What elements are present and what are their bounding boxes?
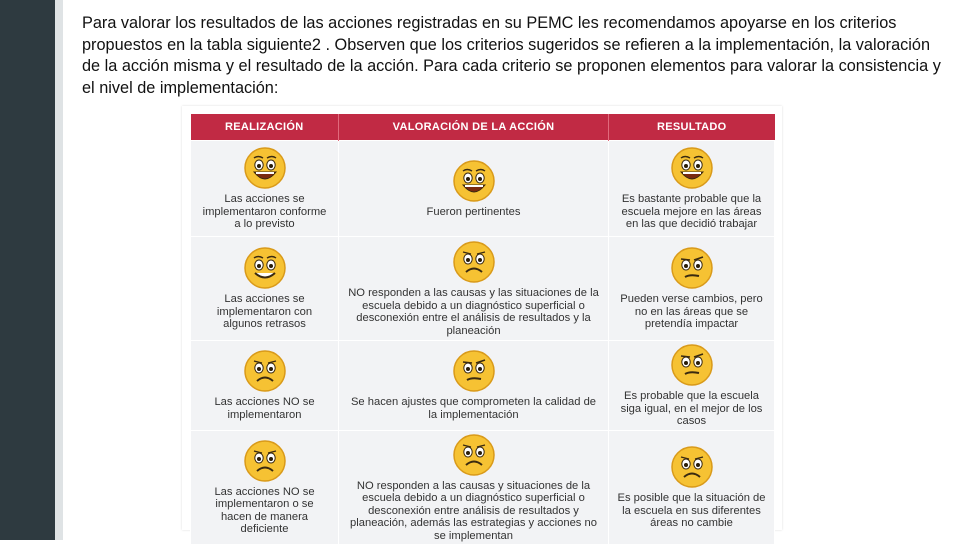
cell-text: Pueden verse cambios, pero no en las áreas que se pretendía impactar xyxy=(620,293,763,331)
cell-valoracion xyxy=(339,141,609,237)
sad-face-icon xyxy=(243,349,287,393)
cell-text: NO responden a las causas y situaciones de la escuela debido a un diagnóstico superficial o desconexión entre análisis de resultados y planeación, además las estrategias y acciones no se implementan xyxy=(350,479,597,542)
header-resultado: RESULTADO xyxy=(609,114,775,141)
cell-valoracion xyxy=(339,237,609,341)
cell-text: Es posible que la situación de la escuela en sus diferentes áreas no cambie xyxy=(617,492,766,529)
sad-face-icon xyxy=(243,439,287,483)
cell-realizacion xyxy=(191,430,339,545)
very-happy-face-icon xyxy=(670,146,714,190)
table-header-row xyxy=(191,114,775,141)
intro-paragraph: Para valorar los resultados de las acciones registradas en su PEMC les recomendamos apoyarse en los criterios propuestos en la tabla siguiente2 . Observen que los criterios sugeridos se refieren a la implementación, la valoración de la acción misma y el resultado de la acción. Para cada criterio se proponen elementos para valorar la consistencia y el nivel de implementación: xyxy=(82,14,941,97)
cell-valoracion xyxy=(339,341,609,431)
slide-sidebar xyxy=(0,0,55,540)
criteria-table-image xyxy=(182,106,782,542)
very-happy-face-icon xyxy=(243,146,287,190)
header-realizacion: REALIZACIÓN xyxy=(191,114,339,141)
cell-text: Se hacen ajustes que comprometen la calidad de la implementación xyxy=(350,396,597,421)
doubtful-face-icon xyxy=(670,246,714,290)
cell-text: Las acciones NO se implementaron xyxy=(214,396,315,421)
header-valoracion: VALORACIÓN DE LA ACCIÓN xyxy=(339,114,609,141)
criteria-table xyxy=(190,114,775,545)
doubtful-face-icon xyxy=(670,343,714,387)
cell-text: Es bastante probable que la escuela mejore en las áreas en las que decidió trabajar xyxy=(621,193,762,231)
cell-realizacion xyxy=(191,237,339,341)
sad-face-icon xyxy=(452,433,496,477)
cell-resultado xyxy=(609,141,775,237)
cell-resultado xyxy=(609,237,775,341)
table-row xyxy=(191,141,775,237)
cell-text: Las acciones se implementaron con algunos retrasos xyxy=(216,293,313,331)
cell-realizacion xyxy=(191,141,339,237)
cell-realizacion xyxy=(191,341,339,431)
cell-resultado xyxy=(609,341,775,431)
sad-face-icon xyxy=(670,445,714,489)
cell-text: Es probable que la escuela siga igual, en el mejor de los casos xyxy=(620,390,763,427)
table-row xyxy=(191,430,775,545)
cell-resultado xyxy=(609,430,775,545)
happy-face-icon xyxy=(243,246,287,290)
cell-valoracion xyxy=(339,430,609,545)
cell-text: Las acciones se implementaron conforme a lo previsto xyxy=(202,193,327,231)
table-row xyxy=(191,237,775,341)
very-happy-face-icon xyxy=(452,159,496,203)
sad-face-icon xyxy=(452,240,496,284)
cell-text: Fueron pertinentes xyxy=(426,205,521,218)
cell-text: Las acciones NO se implementaron o se hacen de manera deficiente xyxy=(214,485,315,536)
table-row xyxy=(191,341,775,431)
doubtful-face-icon xyxy=(452,349,496,393)
slide-sidebar-accent xyxy=(55,0,63,540)
cell-text: NO responden a las causas y las situaciones de la escuela debido a un diagnóstico superficial o desconexión entre el análisis de resultados y la planeación xyxy=(348,287,599,337)
